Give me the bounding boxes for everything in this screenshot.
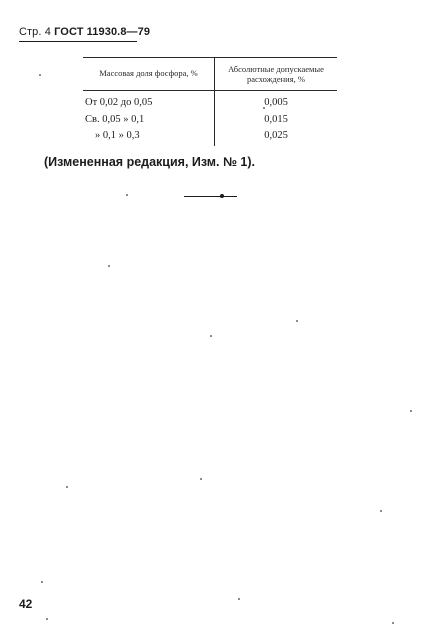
scan-speck — [210, 335, 212, 337]
row-tolerance: 0,005 — [264, 97, 288, 108]
row-range: » 0,1 » 0,3 — [95, 130, 140, 141]
page-prefix: Стр. 4 — [19, 26, 51, 38]
scan-speck — [238, 598, 240, 600]
table-row — [83, 114, 337, 129]
scan-speck — [263, 107, 265, 109]
section-end-mark — [220, 194, 224, 198]
header-underline — [19, 41, 137, 42]
amendment-note: (Измененная редакция, Изм. № 1). — [44, 155, 255, 169]
scan-speck — [108, 265, 110, 267]
standard-code: ГОСТ 11930.8—79 — [54, 26, 151, 38]
row-tolerance: 0,015 — [264, 114, 288, 125]
table-header-rule — [83, 90, 337, 91]
section-end-rule — [184, 196, 237, 197]
row-range: Св. 0,05 » 0,1 — [85, 114, 145, 125]
scan-speck — [46, 618, 48, 620]
page-number: 42 — [19, 597, 33, 611]
scan-speck — [392, 622, 394, 624]
scan-speck — [39, 74, 41, 76]
scan-speck — [296, 320, 298, 322]
scan-speck — [66, 486, 68, 488]
row-range: От 0,02 до 0,05 — [85, 97, 153, 108]
scan-speck — [410, 410, 412, 412]
scan-speck — [380, 510, 382, 512]
page-header — [19, 26, 150, 38]
table-top-rule — [83, 57, 337, 58]
scan-speck — [200, 478, 202, 480]
scan-speck — [41, 581, 43, 583]
scan-speck — [126, 194, 128, 196]
column-header-tolerance: Абсолютные допускаемые расхождения, % — [228, 64, 324, 84]
column-header-phosphorus: Массовая доля фосфора, % — [99, 68, 198, 78]
table-row — [83, 97, 337, 112]
row-tolerance: 0,025 — [264, 130, 288, 141]
table-row — [83, 130, 337, 145]
